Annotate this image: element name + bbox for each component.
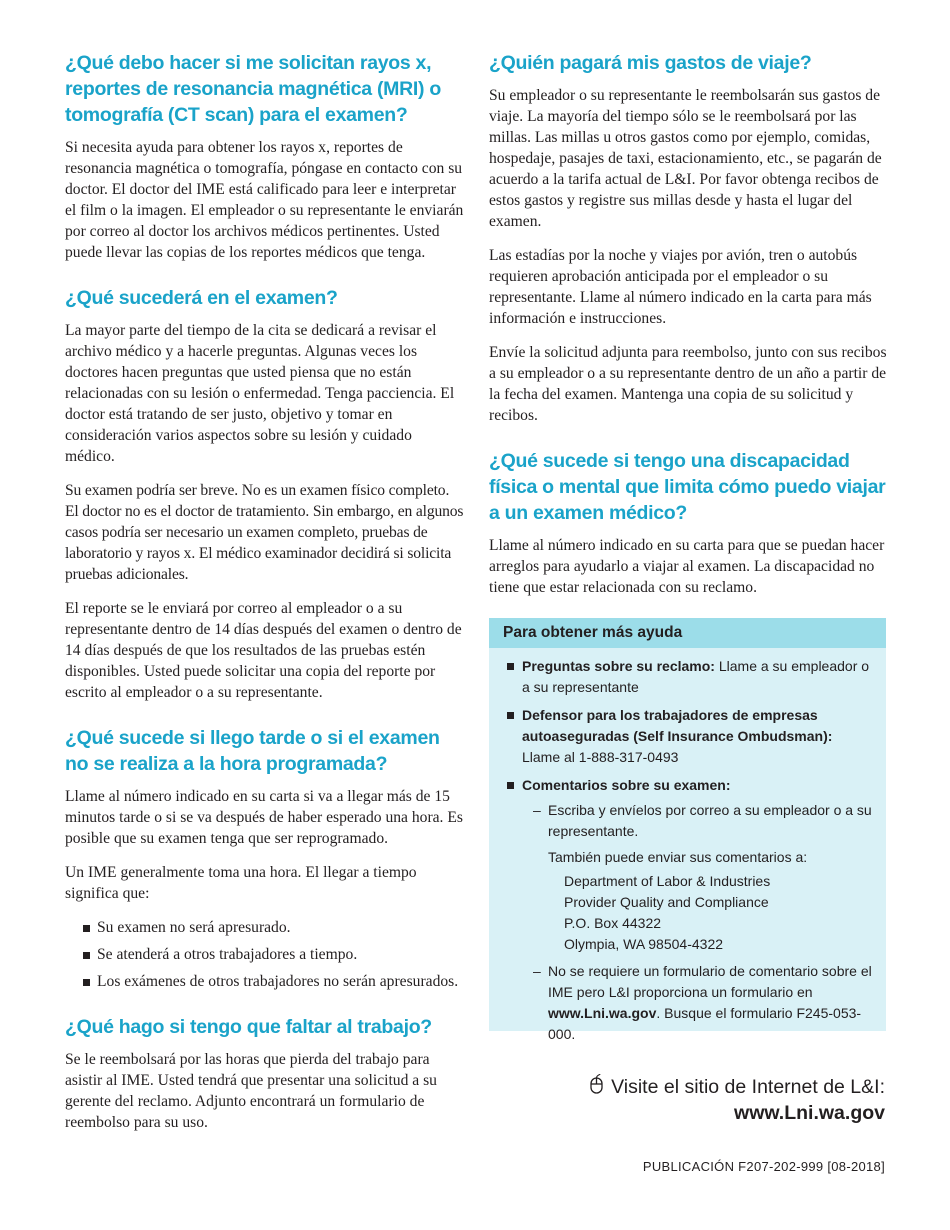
section-xrays [65, 50, 465, 263]
paragraph-travel-3: Envíe la solicitud adjunta para reembolso, junto con sus recibos a su empleador o a su representante dentro de un año a partir de la fecha del examen. Mantenga una copia de su solicitud y recibos. [489, 344, 887, 424]
section-late [65, 725, 465, 992]
help-list [489, 656, 886, 1045]
heading-travel: ¿Quién pagará mis gastos de viaje? [489, 52, 812, 74]
help-box-title: Para obtener más ayuda [489, 618, 886, 648]
list-item: Los exámenes de otros trabajadores no serán apresurados. [65, 971, 465, 992]
paragraph-travel-1: Su empleador o su representante le reembolsarán sus gastos de viaje. La mayoría del tiempo sólo se le reembolsará por las millas. Las millas u otros gastos como por ejemplo, comidas, hospedaje, pasajes de taxi, estacionamiento, etc., se pagarán de acuerdo a la tarifa actual de L&I. Por favor obtenga recibos de estos gastos y registre sus millas desde y hasta el lugar del examen. [489, 87, 882, 230]
help-box [489, 618, 886, 1042]
address-line: Provider Quality and Compliance [564, 894, 769, 910]
section-travel [489, 50, 889, 426]
visit-website [588, 1074, 885, 1126]
mouse-pointer-icon [588, 1076, 611, 1098]
comments-mail-text: – Escriba y envíelos por correo a su empleador o a su representante. [548, 802, 872, 839]
comments-sublist [522, 800, 872, 1045]
paragraph-exam-1: La mayor parte del tiempo de la cita se dedicará a revisar el archivo médico y a hacerle preguntas. Algunas veces los doctores hacen preguntas que usted piensa que no están relacionadas con su lesión o enfermedad. Tenga pacciencia. El doctor está tratando de ser justo, objetivo y tomar en consideración varios aspectos sobre su lesión y cuidado médico. [65, 322, 455, 465]
help-item-claim-label: Preguntas sobre su reclamo: [522, 658, 715, 674]
section-exam [65, 285, 465, 703]
help-item-ombudsman-text: Llame al 1-888-317-0493 [522, 749, 679, 765]
comments-form-tail: . Busque el formulario F245-053-000. [548, 1005, 862, 1042]
paragraph-late-1: Llame al número indicado en su carta si va a llegar más de 15 minutos tarde o si se va después de haber esperado una hora. Es posible que su examen tenga que ser reprogramado. [65, 788, 463, 847]
lni-website-link[interactable]: www.Lni.wa.gov [548, 1005, 657, 1021]
help-item-comments-label: Comentarios sobre su examen: [522, 777, 731, 793]
paragraph-miss-work: Se le reembolsará por las horas que pierda del trabajo para asistir al IME. Usted tendrá que presentar una solicitud a su gerente del reclamo. Adjunto encontrará un formulario de reembolso para su uso. [65, 1051, 437, 1131]
paragraph-xrays: Si necesita ayuda para obtener los rayos x, reportes de resonancia magnética o tomografía, póngase en contacto con su doctor. El doctor del IME está calificado para leer e interpretar el film o la imagen. El empleador o su representante le enviarán por correo al doctor los archivos médicos pertinentes. Usted puede llevar las copias de los reportes médicos que tenga. [65, 139, 464, 261]
comments-form-text: No se requiere un formulario de comentario sobre el IME pero L&I proporciona un formulario en [548, 963, 872, 1000]
section-disability [489, 448, 889, 598]
mailing-address [548, 871, 872, 955]
heading-exam: ¿Qué sucederá en el examen? [65, 287, 338, 309]
heading-disability: ¿Qué sucede si tengo una discapacidad física o mental que limita cómo puedo viajar a un examen médico? [489, 450, 886, 524]
paragraph-disability: Llame al número indicado en su carta para que se puedan hacer arreglos para ayudarlo a viajar al examen. La discapacidad no tiene que estar relacionada con su reclamo. [489, 537, 885, 596]
help-item-ombudsman-label: Defensor para los trabajadores de empresas autoaseguradas (Self Insurance Ombudsman): [522, 707, 833, 744]
list-item: Se atenderá a otros trabajadores a tiempo. [65, 944, 465, 965]
comments-dash-item [522, 961, 872, 1045]
address-line: P.O. Box 44322 [564, 915, 662, 931]
help-item-claim-text: Llame a su empleador o a su representante [522, 658, 870, 695]
comments-dash-item [522, 800, 872, 955]
help-item-claim [489, 656, 886, 698]
paragraph-exam-2: Su examen podría ser breve. No es un examen físico completo. El doctor no es el doctor de tratamiento. Sin embargo, en algunos casos podría ser necesario un examen completo, pruebas de laboratorio y rayos x. El médico examinador decidirá si solicita pruebas adicionales. [65, 482, 464, 583]
help-item-comments [489, 775, 886, 1045]
address-line: Olympia, WA 98504-4322 [564, 936, 724, 952]
paragraph-late-2: Un IME generalmente toma una hora. El llegar a tiempo significa que: [65, 864, 417, 902]
paragraph-travel-2: Las estadías por la noche y viajes por avión, tren o autobús requieren aprobación anticipada por el empleador o su representante. Llame al número indicado en la carta para más información e instrucciones. [489, 247, 872, 327]
list-item: Su examen no será apresurado. [65, 917, 465, 938]
list-on-time [65, 917, 465, 992]
heading-miss-work: ¿Qué hago si tengo que faltar al trabajo? [65, 1016, 432, 1038]
address-line: Department of Labor & Industries [564, 873, 771, 889]
publication-number: PUBLICACIÓN F207-202-999 [08-2018] [642, 1159, 885, 1174]
comments-also-text: También puede enviar sus comentarios a: [548, 849, 808, 865]
help-item-ombudsman [489, 705, 886, 768]
website-url[interactable]: www.Lni.wa.gov [734, 1102, 885, 1124]
right-column [489, 50, 889, 620]
heading-xrays: ¿Qué debo hacer si me solicitan rayos x, reportes de resonancia magnética (MRI) o tomografía (CT scan) para el examen? [65, 52, 441, 126]
heading-late: ¿Qué sucede si llego tarde o si el examen no se realiza a la hora programada? [65, 727, 440, 775]
left-column [65, 50, 465, 1155]
paragraph-exam-3: El reporte se le enviará por correo al empleador o a su representante dentro de 14 días después del examen o dentro de 14 días después de que los resultados de las pruebas estén disponibles. Usted puede solicitar una copia del reporte por escrito al empleador o a su representante. [65, 600, 462, 701]
visit-text: Visite el sitio de Internet de L&I: [611, 1076, 885, 1098]
section-miss-work [65, 1014, 465, 1133]
visit-line [588, 1074, 885, 1100]
